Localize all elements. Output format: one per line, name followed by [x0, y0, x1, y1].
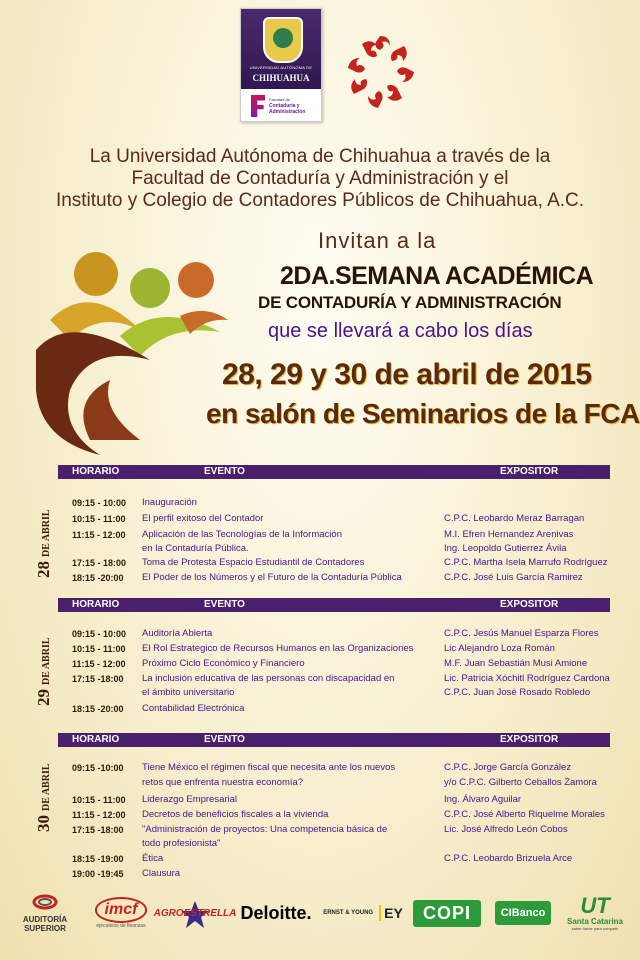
expositor-cell: Ing. Álvaro Aguilar [444, 794, 522, 805]
time-cell: 17:15 - 18:00 [72, 558, 127, 568]
expositor-cell: Ing. Leopoldo Gutierrez Ávila [444, 543, 567, 554]
sponsor-imcf [86, 890, 156, 936]
sponsor-agroestrella [153, 890, 237, 936]
time-cell: 17:15 -18:00 [72, 674, 124, 684]
event-cell: La inclusión educativa de las personas con discapacidad en [142, 673, 395, 684]
deloitte-text: Deloitte. [240, 902, 312, 923]
brown-swoosh-inner [83, 380, 140, 440]
event-cell: "Administración de proyectos: Una competencia básica de [142, 824, 388, 835]
event-cell: Toma de Protesta Espacio Estudiantil de Contadores [142, 557, 365, 568]
imcf-subtitle: ejecutivos de finanzas [96, 923, 146, 929]
uach-logo-name: CHIHUAHUA [252, 73, 310, 83]
event-cell: Ética [142, 853, 164, 864]
col-horario: HORARIO [72, 734, 120, 745]
event-venue: en salón de Seminarios de la FCA [206, 398, 640, 429]
sponsor-auditoria-superior [10, 890, 80, 936]
col-evento: EVENTO [204, 734, 245, 745]
shield-icon [263, 17, 303, 63]
expositor-cell: C.P.C. José Luis García Ramirez [444, 572, 583, 583]
table-header-band [58, 598, 610, 612]
col-evento: EVENTO [204, 599, 245, 610]
col-expositor: EXPOSITOR [500, 466, 559, 477]
ut-subtitle: Santa Catarina [566, 917, 624, 926]
colegio-contadores-logo [340, 30, 424, 114]
auditoria-line2: SUPERIOR [24, 923, 66, 933]
expositor-cell: C.P.C. Martha Isela Marrufo Rodríguez [444, 557, 608, 568]
ut-logo-text: UT [580, 893, 610, 918]
header-line-2: Facultad de Contaduría y Administración y el [131, 168, 509, 189]
event-cell: El Rol Estrategico de Recursos Humanos en las Organizaciones [142, 643, 414, 654]
event-cell: Próximo Ciclo Económico y Financiero [142, 658, 305, 669]
shield-emblem [273, 28, 293, 48]
uach-logo-small: UNIVERSIDAD AUTÓNOMA DE [249, 65, 313, 70]
sponsor-ernst-young [322, 890, 404, 936]
time-cell: 11:15 - 12:00 [72, 530, 126, 540]
ernst-young-text: ERNST & YOUNG [323, 910, 374, 916]
invitan-text: Invitan a la [318, 228, 437, 253]
expositor-cell: C.P.C. Jorge García González [444, 762, 572, 773]
ey-text: EY [379, 905, 403, 921]
event-cell: Clausura [142, 868, 181, 879]
event-cell: el ámbito universitario [142, 687, 235, 698]
day-label-29: 29 DE ABRIL [34, 637, 53, 706]
time-cell: 10:15 - 11:00 [72, 644, 126, 654]
col-expositor: EXPOSITOR [500, 734, 559, 745]
event-intro: que se llevará a cabo los días [268, 320, 533, 342]
event-cell: Tiene México el régimen fiscal que necesita ante los nuevos [142, 762, 396, 773]
imcf-logo-text: imcf [104, 901, 138, 918]
time-cell: 19:00 -19:45 [72, 869, 124, 879]
sponsor-deloitte [234, 890, 318, 936]
day-label-28: 28 DE ABRIL [34, 509, 53, 578]
event-cell: Inauguración [142, 497, 197, 508]
expositor-cell: Lic. Patricia Xóchitl Rodríguez Cardona [444, 673, 610, 684]
sponsor-cibanco [490, 890, 556, 936]
auditoria-line1: AUDITORÍA [22, 914, 68, 924]
event-cell: Aplicación de las Tecnologías de la Información [142, 529, 342, 540]
fca-logo-fac: Facultad de [269, 97, 290, 102]
person-head-gold [74, 252, 118, 296]
ut-tagline: saber hacer para competir [571, 926, 619, 931]
col-horario: HORARIO [72, 466, 120, 477]
col-horario: HORARIO [72, 599, 120, 610]
day-label-30: 30 DE ABRIL [34, 763, 53, 832]
sponsor-ut-santa-catarina [560, 890, 630, 936]
auditoria-swirl-icon [32, 894, 58, 910]
expositor-cell: C.P.C. Juan José Rosado Robledo [444, 687, 591, 698]
fca-logo-name: Contaduría y Administración [269, 103, 306, 115]
event-cell: Contabilidad Electrónica [142, 703, 245, 714]
copi-text: COPI [413, 900, 481, 927]
expositor-cell: y/o C.P.C. Gilberto Ceballos Zamora [444, 777, 597, 788]
expositor-cell: C.P.C. Leobardo Brizuela Arce [444, 853, 573, 864]
time-cell: 09:15 -10:00 [72, 763, 124, 773]
time-cell: 18:15 -20:00 [72, 704, 124, 714]
cibanco-text: CIBanco [495, 901, 552, 925]
expositor-cell: C.P.C. Leobardo Meraz Barragan [444, 513, 585, 524]
header-line-3: Instituto y Colegio de Contadores Públicos de Chihuahua, A.C. [55, 190, 585, 211]
people-swoosh-illustration [30, 240, 230, 460]
person-head-green [130, 268, 170, 308]
event-cell: Decretos de beneficios fiscales a la vivienda [142, 809, 329, 820]
fca-mark-icon [251, 95, 265, 117]
expositor-cell: C.P.C. Jesús Manuel Esparza Flores [444, 628, 599, 639]
swirl-emblem-icon [348, 36, 414, 108]
expositor-cell: C.P.C. José Alberto Riquelme Morales [444, 809, 605, 820]
person-head-orange [178, 262, 214, 298]
time-cell: 18:15 -19:00 [72, 854, 124, 864]
table-header-band [58, 465, 610, 479]
time-cell: 09:15 - 10:00 [72, 629, 127, 639]
event-cell: El Poder de los Números y el Futuro de la Contaduría Pública [142, 572, 402, 583]
col-evento: EVENTO [204, 466, 245, 477]
event-dates: 28, 29 y 30 de abril de 2015 [222, 358, 592, 391]
event-cell: todo profesionista" [142, 838, 221, 849]
time-cell: 10:15 - 11:00 [72, 795, 126, 805]
event-cell: retos que enfrenta nuestra economía? [142, 777, 304, 788]
time-cell: 18:15 -20:00 [72, 573, 124, 583]
col-expositor: EXPOSITOR [500, 599, 559, 610]
expositor-cell: Lic. José Alfredo León Cobos [444, 824, 568, 835]
time-cell: 17:15 -18:00 [72, 825, 124, 835]
sponsor-copi [412, 890, 482, 936]
time-cell: 11:15 - 12:00 [72, 810, 126, 820]
time-cell: 10:15 - 11:00 [72, 514, 126, 524]
event-cell: El perfil exitoso del Contador [142, 513, 264, 524]
expositor-cell: M.F. Juan Sebastián Musi Amione [444, 658, 588, 669]
expositor-cell: M.I. Efren Hernandez Arenivas [444, 529, 574, 540]
event-subtitle: DE CONTADURÍA Y ADMINISTRACIÓN [258, 293, 562, 312]
event-cell: Liderazgo Empresarial [142, 794, 238, 805]
event-cell: Auditoría Abierta [142, 628, 213, 639]
uach-logo-band [241, 9, 321, 89]
fca-logo [247, 93, 315, 119]
uach-logo [240, 8, 322, 122]
time-cell: 09:15 - 10:00 [72, 498, 127, 508]
table-header-band [58, 733, 610, 747]
agroestrella-text: AGROESTRELLA [153, 907, 237, 919]
header-line-1: La Universidad Autónoma de Chihuahua a través de la [89, 146, 551, 167]
expositor-cell: Lic Alejandro Loza Román [444, 643, 555, 654]
time-cell: 11:15 - 12:00 [72, 659, 126, 669]
event-title: 2DA.SEMANA ACADÉMICA [280, 262, 594, 290]
event-cell: en la Contaduría Pública. [142, 543, 249, 554]
